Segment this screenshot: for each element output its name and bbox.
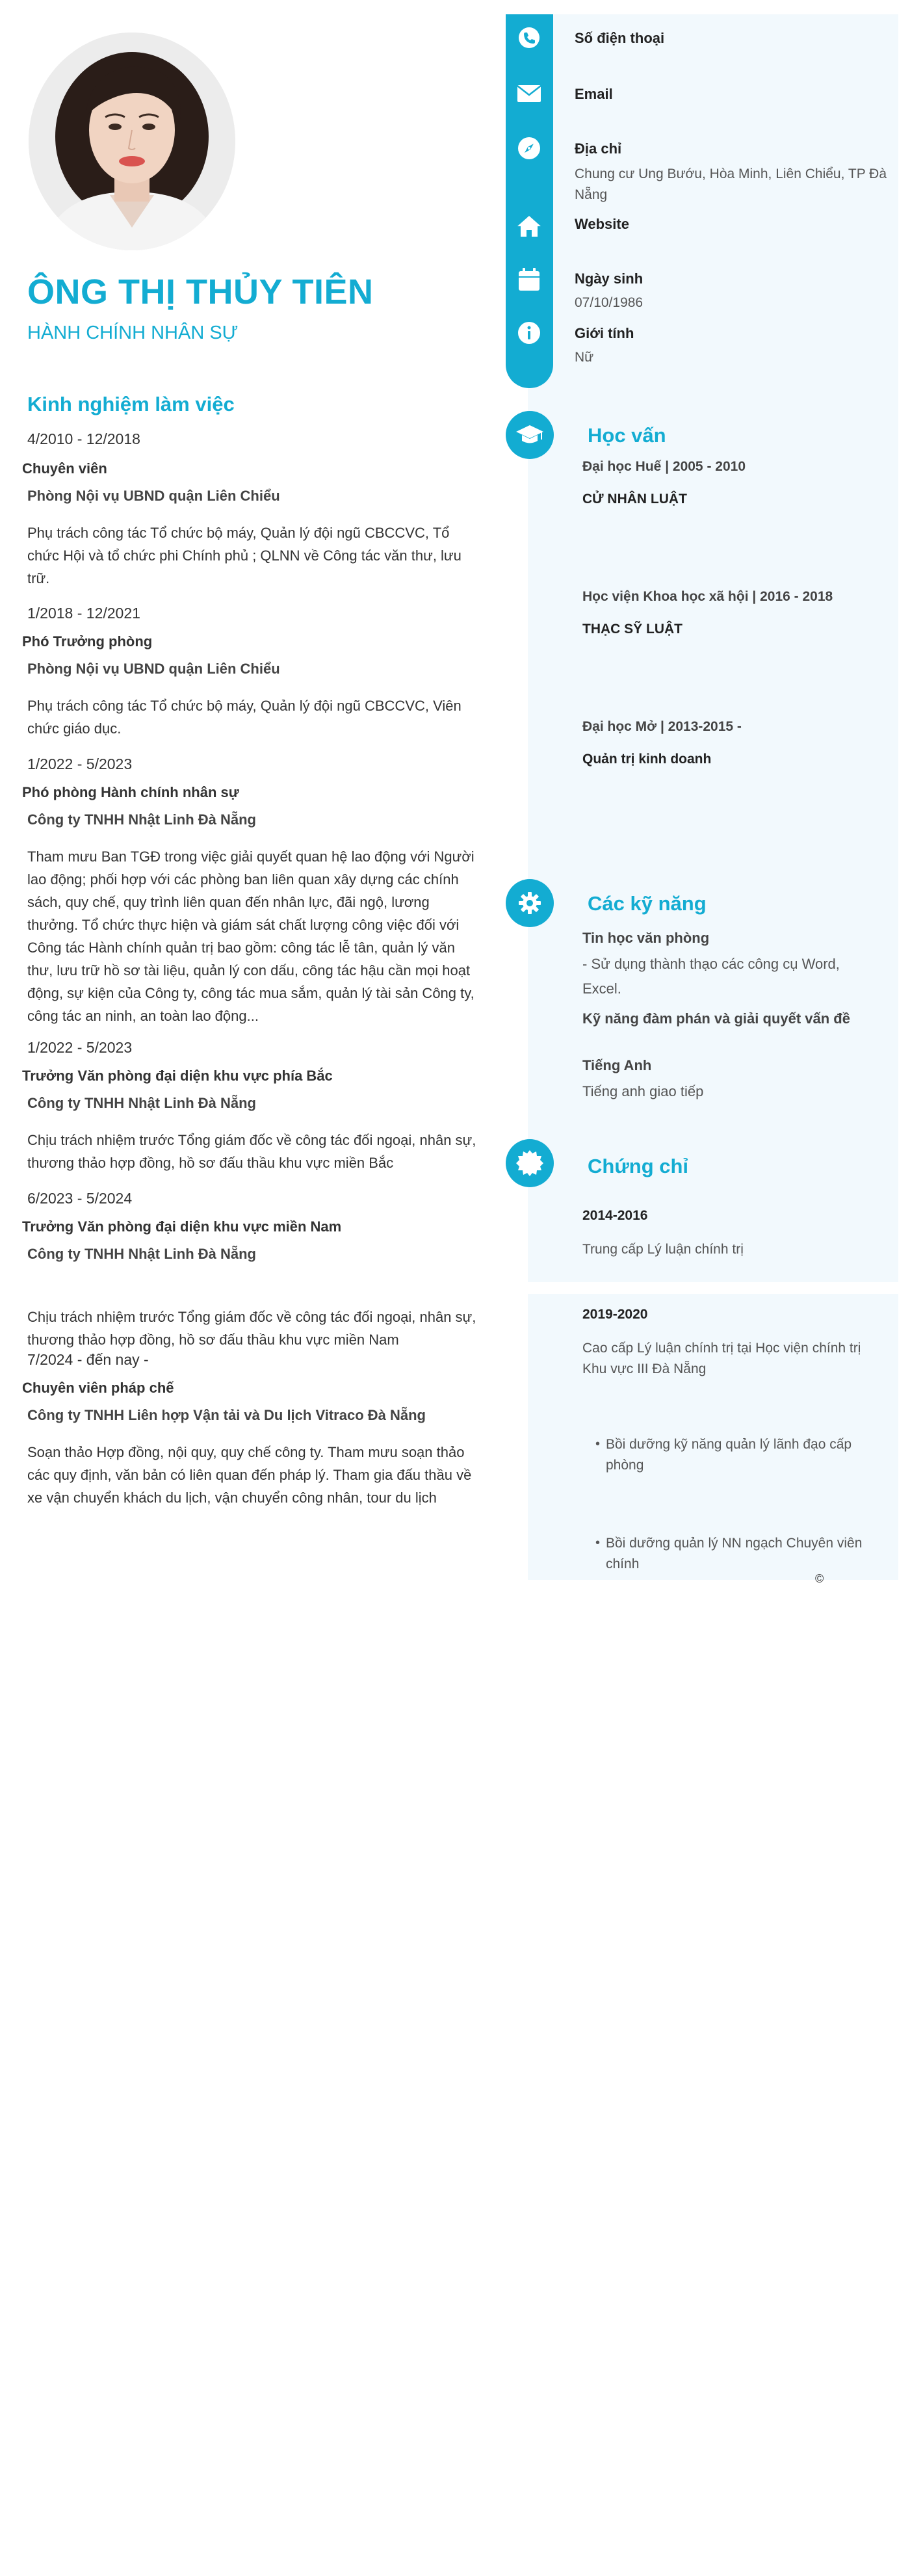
website-label: Website (575, 216, 629, 232)
experience-company: Công ty TNHH Nhật Linh Đà Nẵng (27, 811, 256, 828)
panel-divider (528, 1282, 898, 1294)
candidate-title: HÀNH CHÍNH NHÂN SỰ (27, 322, 239, 343)
certificates-heading: Chứng chỉ (588, 1155, 689, 1177)
birthday-label: Ngày sinh (575, 270, 644, 287)
copyright-symbol: © (815, 1572, 824, 1585)
skill-name: Tiếng Anh (582, 1057, 652, 1073)
experience-position: Phó Trưởng phòng (22, 633, 153, 650)
experience-description: Tham mưu Ban TGĐ trong việc giải quyết quan hệ lao động với Người lao động; phối hợp với các phòng ban liên quan xây dựng các chính sách, quy chế, quy trình liên quan đến nhân lực, đãi ngộ, lương thưởng. Tổ chức thực hiện và giám sát chất lượng công việc đối với Công tác Hành chính quản trị bao gồm: công tác lễ tân, quản lý văn thư, lưu trữ hồ sơ tài liệu, quản lý con dấu, công tác hậu cần mọi hoạt động, sự kiện của Công ty, công tác mua sắm, quản lý tài sản Công ty, công tác an ninh, an toàn lao động... (27, 848, 474, 1024)
info-icon (515, 319, 543, 347)
education-heading: Học vấn (588, 424, 666, 447)
experience-description: Chịu trách nhiệm trước Tổng giám đốc về công tác đối ngoại, nhân sự, thương thảo hợp đồng, hồ sơ đấu thầu khu vực miền Bắc (27, 1132, 476, 1171)
birthday-value: 07/10/1986 (575, 295, 644, 310)
experience-company: Công ty TNHH Nhật Linh Đà Nẵng (27, 1246, 256, 1262)
experience-period: 4/2010 - 12/2018 (27, 430, 140, 447)
certificate-description: Trung cấp Lý luận chính trị (582, 1242, 744, 1257)
profile-photo (29, 33, 235, 250)
home-icon (515, 212, 543, 241)
gender-label: Giới tính (575, 325, 634, 341)
address-label: Địa chỉ (575, 140, 622, 157)
experience-description: Phụ trách công tác Tổ chức bộ máy, Quản lý đội ngũ CBCCVC, Viên chức giáo dục. (27, 698, 462, 737)
skill-description: - Sử dụng thành thạo các công cụ Word, Excel. (582, 956, 840, 997)
education-degree: THẠC SỸ LUẬT (582, 622, 682, 637)
bullet-dot: • (595, 1536, 601, 1550)
certificate-bullet: Bồi dưỡng kỹ năng quản lý lãnh đạo cấp phòng (606, 1437, 852, 1473)
education-school: Đại học Huế | 2005 - 2010 (582, 459, 746, 474)
phone-icon (515, 23, 543, 52)
phone-label: Số điện thoại (575, 30, 665, 46)
experience-period: 6/2023 - 5/2024 (27, 1190, 133, 1207)
education-school: Học viện Khoa học xã hội | 2016 - 2018 (582, 589, 833, 604)
skills-heading: Các kỹ năng (588, 892, 707, 915)
experience-position: Trưởng Văn phòng đại diện khu vực miền Nam (22, 1218, 342, 1235)
graduation-cap-icon (506, 411, 554, 459)
certificate-bullet: Bồi dưỡng quản lý NN ngạch Chuyên viên chính (606, 1536, 863, 1571)
experience-period: 1/2018 - 12/2021 (27, 605, 140, 622)
candidate-name: ÔNG THỊ THỦY TIÊN (27, 272, 374, 311)
certificate-year: 2019-2020 (582, 1307, 648, 1322)
skill-name: Tin học văn phòng (582, 930, 710, 946)
experience-period: 1/2022 - 5/2023 (27, 756, 133, 772)
bullet-dot: • (595, 1437, 601, 1451)
envelope-icon (515, 79, 543, 108)
compass-icon (515, 134, 543, 163)
experience-company: Phòng Nội vụ UBND quận Liên Chiểu (27, 488, 280, 504)
experience-position: Trưởng Văn phòng đại diện khu vực phía Bắc (22, 1068, 333, 1084)
experience-description: Phụ trách công tác Tổ chức bộ máy, Quản lý đội ngũ CBCCVC, Tổ chức Hội và tổ chức phi Chính phủ ; QLNN về Công tác văn thư, lưu trữ. (27, 525, 462, 586)
experience-company: Công ty TNHH Liên hợp Vận tải và Du lịch Vitraco Đà Nẵng (27, 1407, 426, 1423)
experience-description: Soạn thảo Hợp đồng, nội quy, quy chế công ty. Tham mưu soạn thảo các quy định, văn bản có liên quan đến pháp lý. Tham gia đấu thầu về xe vận chuyển khách du lịch, vận chuyển công nhân, tour du lịch (27, 1444, 472, 1506)
experience-position: Chuyên viên pháp chế (22, 1380, 174, 1396)
experience-description: Chịu trách nhiệm trước Tổng giám đốc về công tác đối ngoại, nhân sự, thương thảo hợp đồng, hồ sơ đấu thầu khu vực miền Nam (27, 1309, 476, 1348)
certificate-description: Cao cấp Lý luận chính trị tại Học viện chính trị Khu vực III Đà Nẵng (582, 1341, 861, 1376)
experience-position: Chuyên viên (22, 460, 107, 477)
badge-icon (506, 1139, 554, 1187)
skill-name: Kỹ năng đàm phán và giải quyết vấn đề (582, 1010, 850, 1027)
skill-description: Tiếng anh giao tiếp (582, 1083, 704, 1099)
experience-period: 7/2024 - đến nay - (27, 1351, 149, 1368)
experience-heading: Kinh nghiệm làm việc (27, 393, 235, 415)
address-value: Chung cư Ung Bướu, Hòa Minh, Liên Chiểu, TP Đà Nẵng (575, 166, 887, 202)
calendar-icon (515, 265, 543, 294)
education-degree: CỬ NHÂN LUẬT (582, 492, 687, 506)
education-school: Đại học Mở | 2013-2015 - (582, 719, 742, 734)
experience-position: Phó phòng Hành chính nhân sự (22, 784, 239, 800)
experience-company: Công ty TNHH Nhật Linh Đà Nẵng (27, 1095, 256, 1111)
education-degree: Quản trị kinh doanh (582, 752, 712, 767)
experience-period: 1/2022 - 5/2023 (27, 1039, 133, 1056)
gear-icon (506, 879, 554, 927)
gender-value: Nữ (575, 350, 594, 365)
email-label: Email (575, 86, 613, 102)
experience-company: Phòng Nội vụ UBND quận Liên Chiểu (27, 661, 280, 677)
certificate-year: 2014-2016 (582, 1208, 648, 1223)
